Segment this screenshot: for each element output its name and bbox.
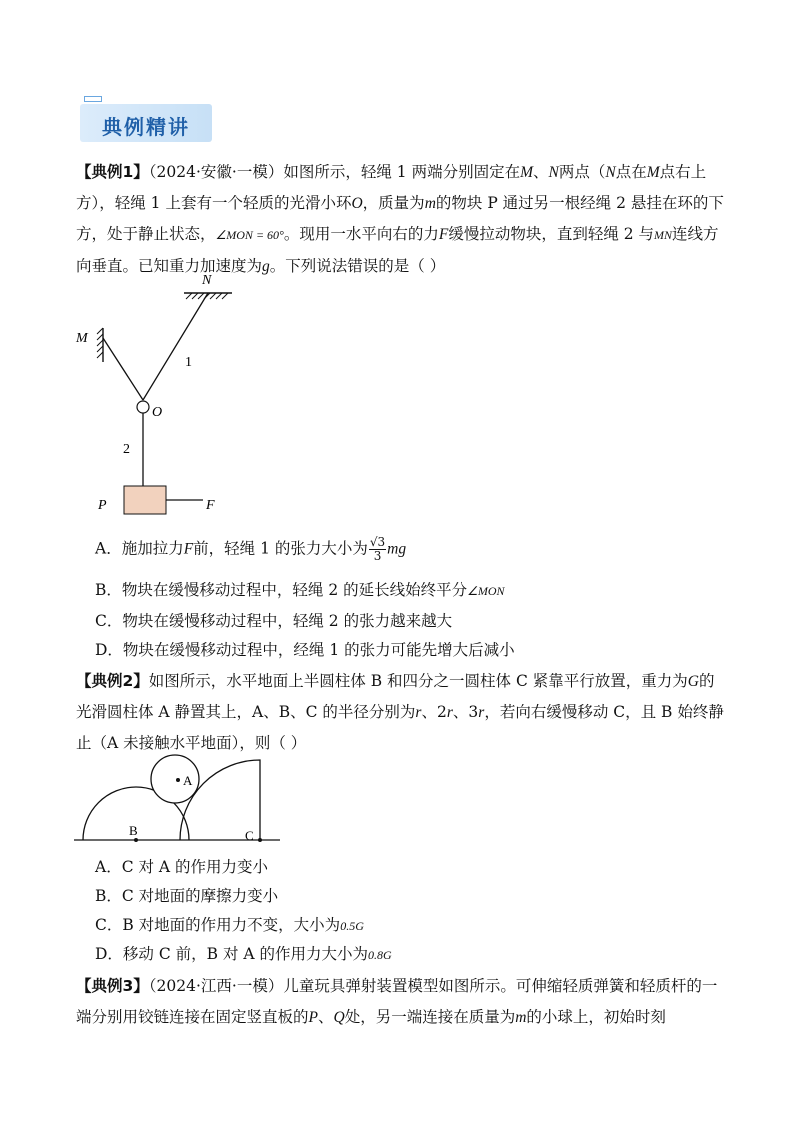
example-2-option-c: C．B 对地面的作用力不变，大小为0.5G (95, 916, 364, 934)
banner-decoration (84, 96, 102, 102)
svg-text:B: B (129, 823, 138, 838)
svg-text:M: M (76, 331, 88, 346)
example-2-option-b: B．C 对地面的摩擦力变小 (95, 887, 279, 905)
example-1-label: 【典例1】 (76, 163, 149, 181)
svg-text:F: F (206, 498, 215, 513)
example-1-option-c: C．物块在缓慢移动过程中，轻绳 2 的张力越来越大 (95, 612, 453, 630)
angle-mon-60: ∠MON = 60° (215, 228, 284, 242)
section-title: 典例精讲 (102, 115, 190, 139)
example-2-option-d: D．移动 C 前，B 对 A 的作用力大小为0.8G (95, 945, 392, 963)
svg-text:2: 2 (123, 442, 130, 457)
example-2-option-a: A．C 对 A 的作用力变小 (95, 858, 269, 876)
svg-text:1: 1 (185, 355, 192, 370)
example-3-stem: 【典例3】（2024·江西·一模）儿童玩具弹射装置模型如图所示。可伸缩轻质弹簧和轻质杆的一端分别用铰链连接在固定竖直板的P、Q处，另一端连接在质量为m的小球上，初始时刻 (76, 977, 718, 1026)
svg-text:P: P (98, 498, 107, 513)
example-1-option-d: D．物块在缓慢移动过程中，经绳 1 的张力可能先增大后减小 (95, 641, 515, 659)
example-1-stem: 【典例1】（2024·安徽·一模）如图所示，轻绳 1 两端分别固定在M、N两点（N点在M点右上方），轻绳 1 上套有一个轻质的光滑小环O，质量为m的物块 P 通过另一根经绳 2 悬挂在环的下方，处于静止状态，∠MON = 60°。现用一水平向右的力F缓慢拉动物块，直到轻绳 2 与MN连线方向垂直。已知重力加速度为g。下列说法错误的是（ ） (76, 163, 724, 275)
example-2-stem: 【典例2】如图所示，水平地面上半圆柱体 B 和四分之一圆柱体 C 紧靠平行放置，重力为G的光滑圆柱体 A 静置其上，A、B、C 的半径分别为r、2r、3r，若向右缓慢移动 C，且 B 始终静止（A 未接触水平地面），则（ ） (76, 672, 724, 752)
fraction-sqrt3-over-3: $\frac{√3}{3}$ (369, 535, 386, 563)
svg-text:O: O (152, 405, 163, 420)
svg-text:A: A (183, 773, 193, 788)
cylinders-figure (70, 754, 285, 848)
ring-o (137, 401, 149, 413)
example-3-label: 【典例3】 (76, 977, 149, 995)
svg-text:N: N (202, 273, 212, 288)
rope-ring-block-figure (70, 266, 260, 522)
example-1-option-b: B．物块在缓慢移动过程中，轻绳 2 的延长线始终平分∠MON (95, 581, 505, 599)
svg-text:C: C (245, 828, 254, 843)
block-p (124, 486, 166, 514)
example-1-option-a: A．施加拉力F前，轻绳 1 的张力大小为 $\frac{√3}{3}$ mg (95, 535, 407, 563)
example-2-label: 【典例2】 (76, 672, 149, 690)
section-banner (80, 104, 212, 142)
